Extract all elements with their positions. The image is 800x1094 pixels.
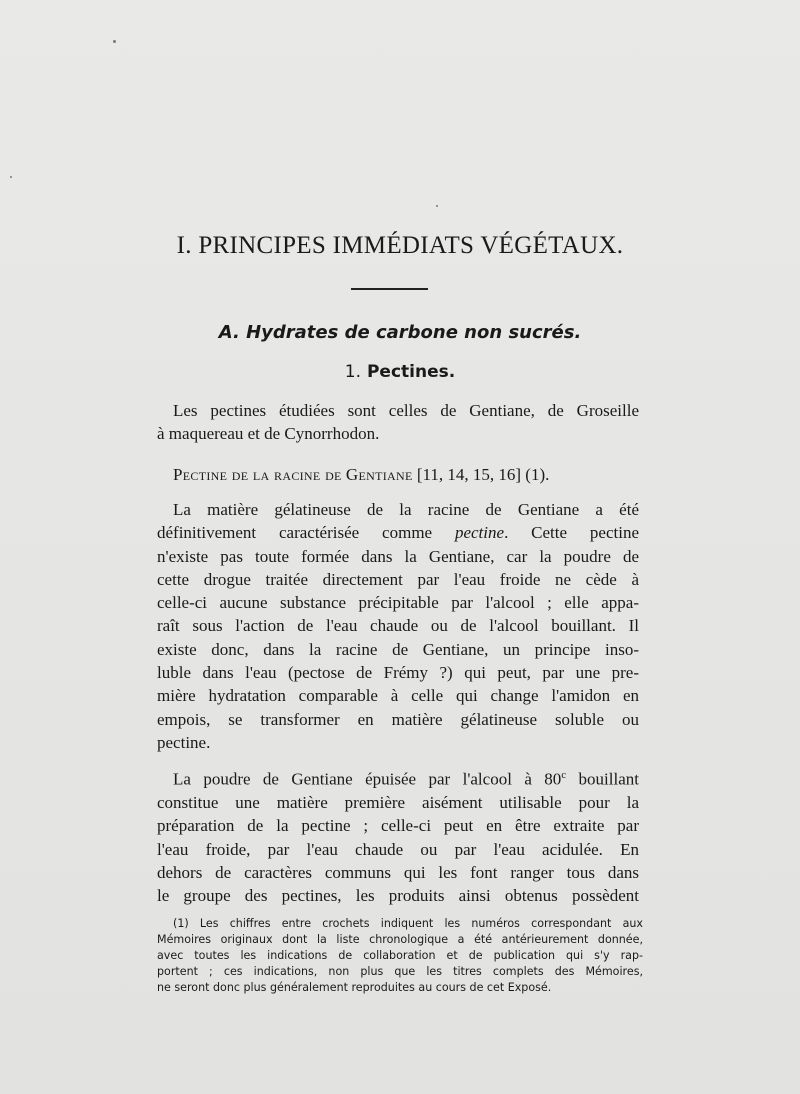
text-line: La poudre de Gentiane épuisée par l'alcool à 80$^c$ bouillant [173,769,639,789]
footnote-line: portent ; ces indications, non plus que les titres complets des Mémoires, [157,965,643,978]
text-line: l'eau froide, par l'eau chaude ou par l'eau acidulée. En [157,839,639,859]
paragraph-heading-text: Pectine de la racine de [173,465,342,484]
paper-speck [113,40,116,43]
text-line: dehors de caractères communs qui les font ranger tous dans [157,862,639,882]
subsection-heading [0,362,800,382]
paragraph-1 [157,498,639,754]
text-line: mière hydratation comparable à celle qui change l'amidon en [157,686,639,706]
text-line: définitivement caractérisée comme pectine. Cette pectine [157,523,639,543]
paragraph-heading-references: [11, 14, 15, 16] (1). [416,465,550,484]
text-line: celle-ci aucune substance précipitable par l'alcool ; elle appa- [157,593,639,613]
text-line: le groupe des pectines, les produits ainsi obtenus possèdent [157,886,639,906]
text-line: pectine. [157,732,211,752]
subsection-number: 1. [344,362,362,382]
paragraph-heading-subject: Gentiane [345,465,413,484]
subsection-label: Pectines. [366,362,456,382]
text-line: n'existe pas toute formée dans la Gentiane, car la poudre de [157,546,639,566]
text-line: Les pectines étudiées sont celles de Gentiane, de Groseille [173,401,639,420]
footnote-line: (1) Les chiffres entre crochets indiquent les numéros correspondant aux [173,917,643,930]
text-line: préparation de la pectine ; celle-ci peut en être extraite par [157,816,639,836]
intro-paragraph [157,399,639,446]
text-line: empois, se transformer en matière gélatineuse soluble ou [157,709,639,729]
text-line: La matière gélatineuse de la racine de Gentiane a été [173,500,639,519]
paragraph-2 [157,764,639,907]
paper-speck [10,176,12,178]
footnote-line: Mémoires originaux dont la liste chronologique a été antérieurement donnée, [157,933,643,946]
text-line: à maquereau et de Cynorrhodon. [157,424,380,444]
text-line: luble dans l'eau (pectose de Frémy ?) qui peut, par une pre- [157,663,639,683]
title-divider [351,288,428,290]
footnote-line: ne seront donc plus généralement reproduites au cours de cet Exposé. [157,981,552,994]
paragraph-heading [173,465,643,485]
text-line: raît sous l'action de l'eau chaude ou de l'alcool bouillant. Il [157,616,639,636]
page-title: I. PRINCIPES IMMÉDIATS VÉGÉTAUX. [176,232,624,259]
footnote [157,916,643,996]
text-line: constitue une matière première aisément utilisable pour la [157,792,639,812]
section-heading: A. Hydrates de carbone non sucrés. [218,322,582,343]
footnote-line: avec toutes les indications de collaboration et de publication qui s'y rap- [157,949,643,962]
text-line: cette drogue traitée directement par l'eau froide ne cède à [157,569,639,589]
paper-speck [436,205,438,207]
text-line: existe donc, dans la racine de Gentiane, un principe inso- [157,639,639,659]
